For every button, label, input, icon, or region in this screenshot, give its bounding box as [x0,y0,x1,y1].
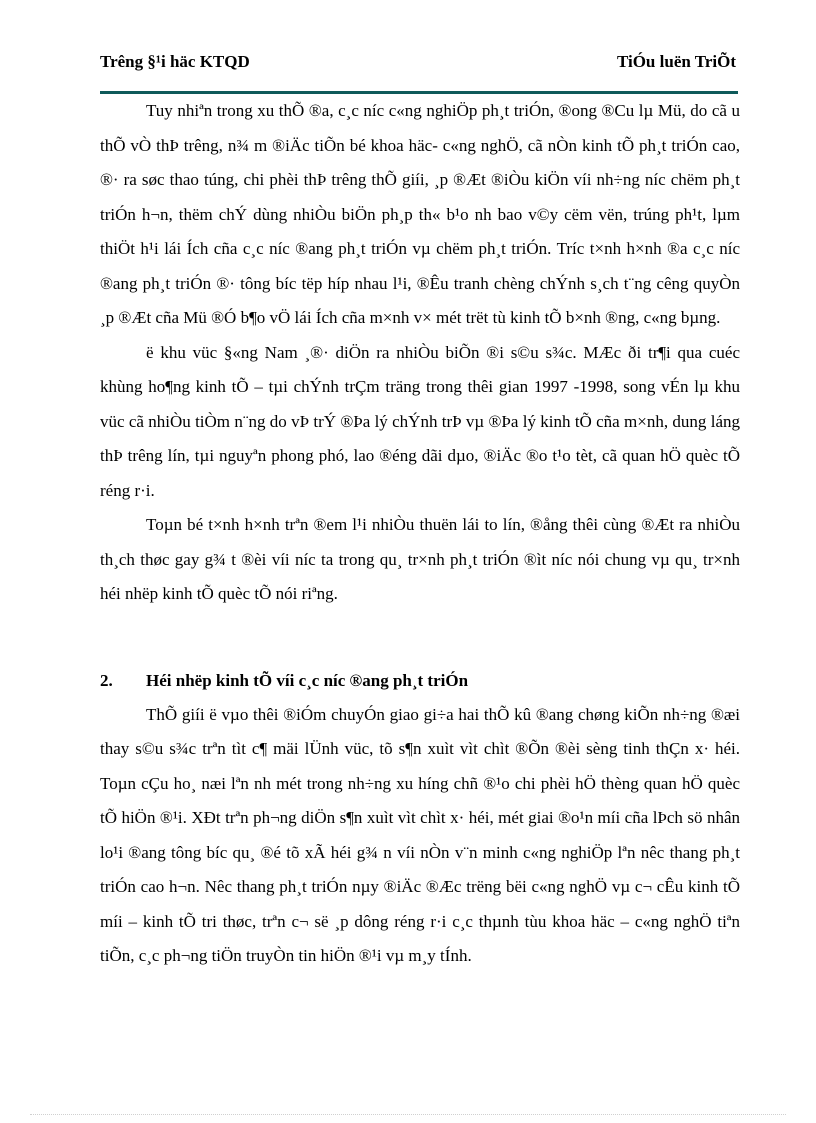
section-number: 2. [100,670,113,690]
paragraph-3: Toµn bé t×nh h×nh trªn ®em l¹i nhiÒu thuën lái to lín, ®ång thêi cùng ®Æt ra nhiÒu th¸ch thøc gay g¾ t ®èi víi níc ta trong qu¸ tr×nh ph¸t triÓn ®ìt níc nói chung vµ qu¸ tr×nh héi nhëp kinh tÕ quèc tÕ nói riªng. [100,515,740,603]
header-university: Trêng §¹i häc KTQD [100,52,250,71]
document-body [100,94,740,974]
paragraph-1: Tuy nhiªn trong xu thÕ ®a, c¸c níc c«ng nghiÖp ph¸t triÓn, ®ong ®Cu lµ Mü, do cã u thÕ vÒ thÞ trêng, n¾ m ®iÄc tiÕn bé khoa häc- c«ng nghÖ, cã nÒn kinh tÕ ph¸t triÓn cao, ®· ra søc thao túng, chi phèi thÞ trêng thÕ giíi, ¸p ®Æt ®iÒu kiÖn víi nh÷ng níc chëm ph¸t triÓn h¬n, thëm chÝ dùng nhiÒu biÖn ph¸p th« b¹o nh bao v©y cëm vën, trúng ph¹t, lµm thiÖt h¹i lái Ích cña c¸c níc ®ang ph¸t triÓn vµ chëm ph¸t triÓn. Tríc t×nh h×nh ®a c¸c níc ®ang ph¸t triÓn ®· tông bíc tëp híp nhau l¹i, ®Êu tranh chèng chÝnh s¸ch t¨ng cêng quyÒn ¸p ®Æt cña Mü ®Ó b¶o vÖ lái Ích cña m×nh v× mét trët tù kinh tÕ b×nh ®ng, c«ng bµng. [100,101,740,327]
section-heading [100,664,740,698]
section-title: Héi nhëp kinh tÕ víi c¸c níc ®ang ph¸t triÓn [146,670,469,690]
footer-divider [30,1114,786,1115]
paragraph-4: ThÕ giíi ë vµo thêi ®iÓm chuyÓn giao gi÷a hai thÕ kû ®ang chøng kiÕn nh÷ng ®æi thay s©u s¾c trªn tìt c¶ mäi lÜnh vüc, tõ s¶n xuìt vìt chìt ®Õn ®èi sèng tinh thÇn x· héi. Toµn cÇu ho¸ næi lªn nh mét trong nh÷ng xu híng chñ ®¹o chi phèi hÖ thèng quan hÖ quèc tÕ hiÖn ®¹i. XÐt trªn ph¬ng diÖn s¶n xuìt vìt chìt x· héi, mét giai ®o¹n míi cña lÞch sö nhân lo¹i ®ang tông bíc qu¸ ®é tõ xÃ héi g¾ n víi nÒn v¨n minh c«ng nghiÖp lªn nêc thang ph¸t triÓn cao h¬n. Nêc thang ph¸t triÓn nµy ®iÄc ®Æc trëng bëi c«ng nghÖ vµ c¬ cÊu kinh tÕ míi – kinh tÕ tri thøc, trªn c¬ së ¸p dông réng r·i c¸c thµnh tùu khoa häc – c«ng nghÖ tiªn tiÕn, c¸c ph¬ng tiÖn truyÒn tin hiÖn ®¹i vµ m¸y tÍnh. [100,704,740,965]
page-header [100,50,736,78]
section-spacer [100,612,740,664]
paragraph-2: ë khu vüc §«ng Nam ¸®· diÖn ra nhiÒu biÕn ®i s©u s¾c. MÆc ði tr¶i qua cuéc khùng ho¶ng kinh tÕ – tµi chÝnh trÇm träng trong thêi gian 1997 -1998, song vÉn lµ khu vüc cã nhiÒu tiÒm n¨ng do vÞ trÝ ®Þa lý chÝnh trÞ vµ ®Þa lý kinh tÕ cña m×nh, dung láng thÞ trêng lín, tµi nguyªn phong phó, lao ®éng dãi dµo, ®iÄc ®o t¹o tèt, cã quan hÖ quèc tÕ réng r·i. [100,342,740,500]
header-essay-title: TiÓu luën TriÕt [616,52,736,71]
